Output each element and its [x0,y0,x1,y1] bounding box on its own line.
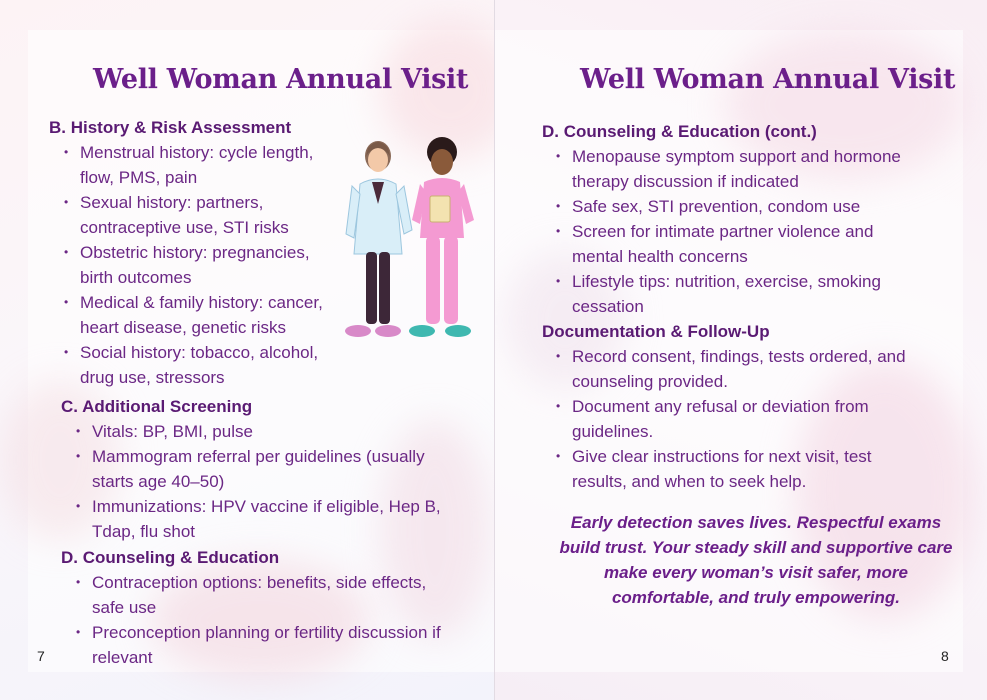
list-item: • Obstetric history: pregnancies, birth outcomes [50,240,323,290]
healthcare-workers-illustration [342,134,482,344]
list-item: • Give clear instructions for next visit, test results, and when to seek help. [542,444,906,494]
history-list [50,140,323,390]
list-item: • Menopause symptom support and hormone therapy discussion if indicated [542,144,901,194]
section-heading-counseling-cont: D. Counseling & Education (cont.) [542,122,817,141]
section-heading-history: B. History & Risk Assessment [49,118,292,137]
page-number: 7 [37,648,45,664]
list-item: • Lifestyle tips: nutrition, exercise, smoking cessation [542,269,901,319]
screening-list [62,419,441,544]
closing-quote: Early detection saves lives. Respectful exams build trust. Your steady skill and supportive care make every woman’s visit safer, more comfortable, and truly empowering. [559,513,953,607]
section-heading-screening: C. Additional Screening [61,397,253,416]
page-title: Well Woman Annual Visit [580,64,956,95]
page-number: 8 [941,648,949,664]
list-item: • Contraception options: benefits, side effects, safe use [62,570,441,620]
counseling-list [62,570,441,670]
list-item: • Record consent, findings, tests ordered, and counseling provided. [542,344,906,394]
section-heading-documentation: Documentation & Follow-Up [542,322,770,341]
list-item: • Medical & family history: cancer, heart disease, genetic risks [50,290,323,340]
list-item: • Safe sex, STI prevention, condom use [542,194,901,219]
documentation-list [542,344,906,494]
list-item: • Sexual history: partners, contraceptive use, STI risks [50,190,323,240]
counseling-cont-list [542,144,901,319]
list-item: • Immunizations: HPV vaccine if eligible, Hep B, Tdap, flu shot [62,494,441,544]
list-item: • Social history: tobacco, alcohol, drug use, stressors [50,340,323,390]
list-item: • Mammogram referral per guidelines (usually starts age 40–50) [62,444,441,494]
list-item: • Screen for intimate partner violence and mental health concerns [542,219,901,269]
list-item: • Vitals: BP, BMI, pulse [62,419,441,444]
list-item: • Preconception planning or fertility discussion if relevant [62,620,441,670]
section-heading-counseling: D. Counseling & Education [61,548,280,567]
list-item: • Document any refusal or deviation from guidelines. [542,394,906,444]
page-title: Well Woman Annual Visit [93,64,469,95]
list-item: • Menstrual history: cycle length, flow, PMS, pain [50,140,323,190]
